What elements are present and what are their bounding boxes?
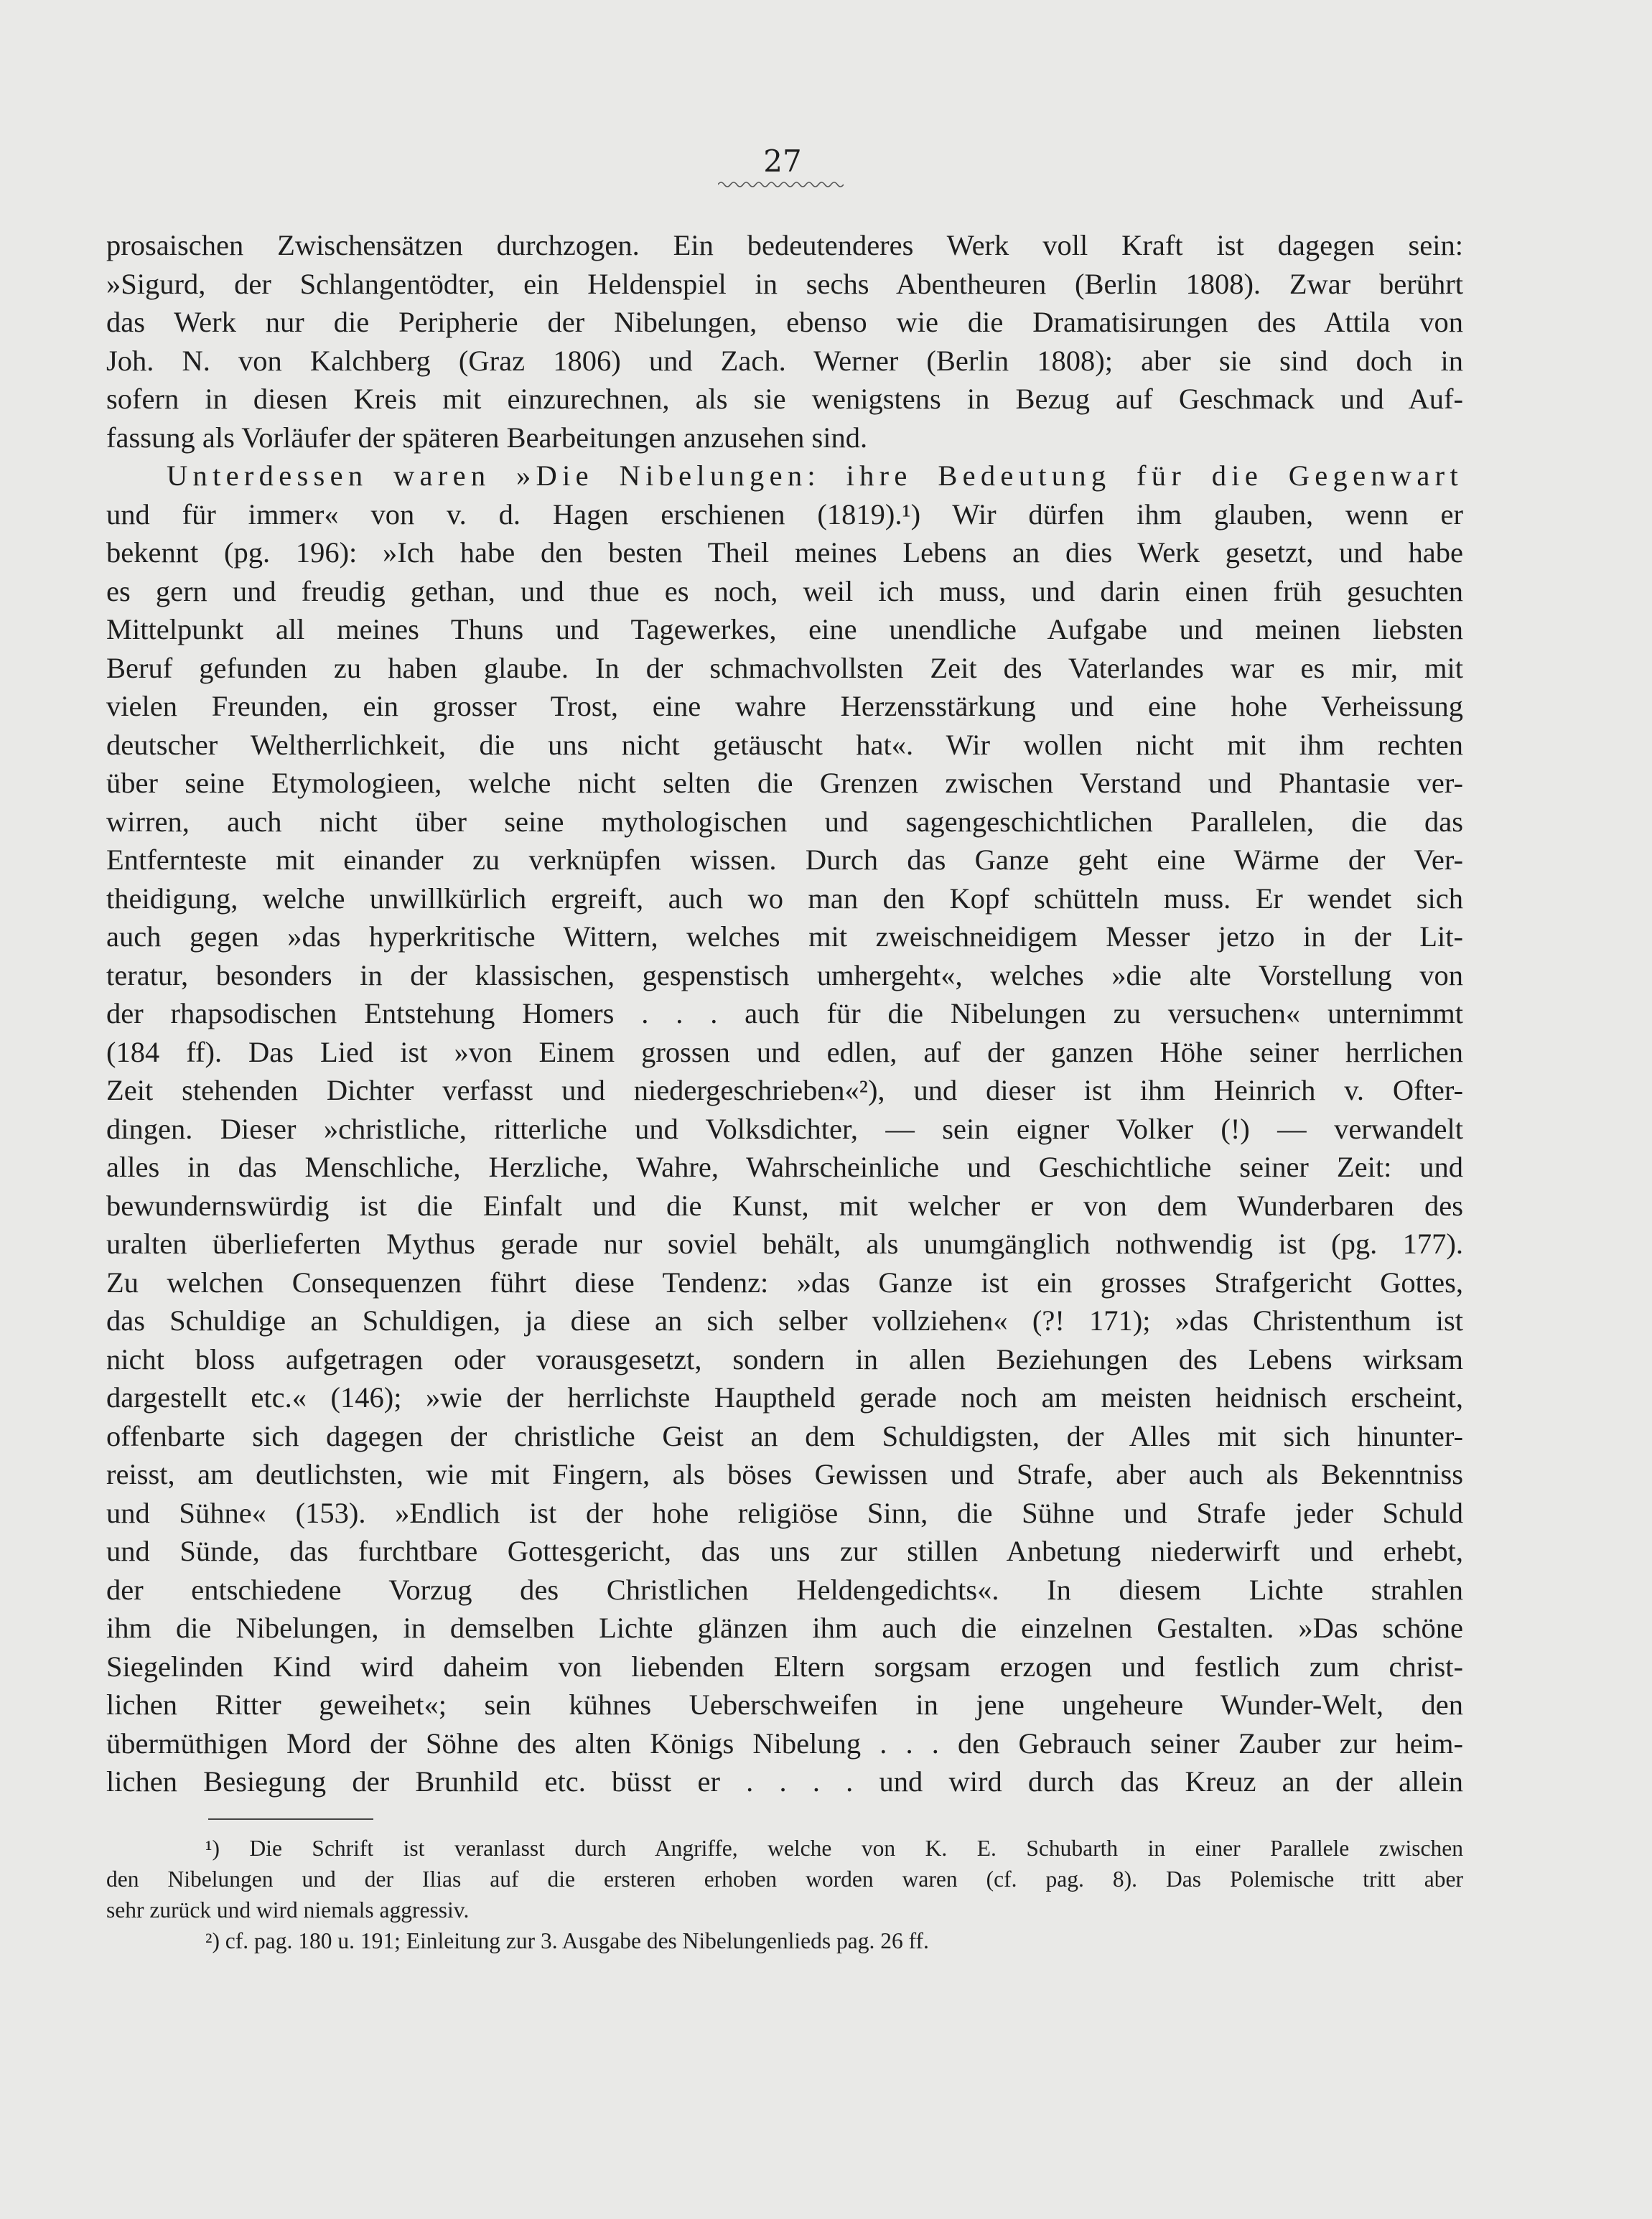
text-line: Zu welchen Consequenzen führt diese Tendenz: »das Ganze ist ein grosses Strafgericht Gottes, (106, 1266, 1463, 1299)
text-line: lichen Ritter geweihet«; sein kühnes Ueberschweifen in jene ungeheure Wunder-Welt, den (106, 1688, 1463, 1721)
footnote-line: den Nibelungen und der Ilias auf die ersteren erhoben worden waren (cf. pag. 8). Das Polemische tritt aber (106, 1867, 1463, 1892)
text-line: Unterdessen waren »Die Nibelungen: ihre Bedeutung für die Gegenwart (167, 459, 1463, 492)
text-line: sofern in diesen Kreis mit einzurechnen, als sie wenigstens in Bezug auf Geschmack und Auf- (106, 383, 1463, 415)
text-line: (184 ff). Das Lied ist »von Einem grossen und edlen, auf der ganzen Höhe seiner herrlichen (106, 1035, 1463, 1068)
page-number-ornament (718, 179, 844, 190)
text-line: alles in das Menschliche, Herzliche, Wahre, Wahrscheinliche und Geschichtliche seiner Zeit: und (106, 1151, 1463, 1183)
page-number: 27 (763, 144, 802, 179)
main-text (106, 226, 1463, 1801)
text-line: dargestellt etc.« (146); »wie der herrlichste Hauptheld gerade noch am meisten heidnisch erscheint, (106, 1381, 1463, 1414)
text-line: Zeit stehenden Dichter verfasst und niedergeschrieben«²), und dieser ist ihm Heinrich v. Ofter- (106, 1074, 1463, 1106)
text-line: bewundernswürdig ist die Einfalt und die Kunst, mit welcher er von dem Wunderbaren des (106, 1189, 1463, 1222)
text-line: und Sühne« (153). »Endlich ist der hohe religiöse Sinn, die Sühne und Strafe jeder Schuld (106, 1496, 1463, 1529)
text-line: reisst, am deutlichsten, wie mit Fingern, als böses Gewissen und Strafe, aber auch als Bekenntniss (106, 1458, 1463, 1490)
text-line: »Sigurd, der Schlangentödter, ein Heldenspiel in sechs Abentheuren (Berlin 1808). Zwar berührt (106, 267, 1463, 300)
text-line: fassung als Vorläufer der späteren Bearbeitungen anzusehen sind. (106, 421, 868, 454)
text-line: der entschiedene Vorzug des Christlichen Heldengedichts«. In diesem Lichte strahlen (106, 1573, 1463, 1606)
text-line: übermüthigen Mord der Söhne des alten Königs Nibelung . . . den Gebrauch seiner Zauber zur heim- (106, 1727, 1463, 1760)
text-line: nicht bloss aufgetragen oder vorausgesetzt, sondern in allen Beziehungen des Lebens wirksam (106, 1342, 1463, 1375)
text-line: der rhapsodischen Entstehung Homers . . . auch für die Nibelungen zu versuchen« unternimmt (106, 997, 1463, 1029)
text-line: bekennt (pg. 196): »Ich habe den besten Theil meines Lebens an dies Werk gesetzt, und habe (106, 536, 1463, 569)
text-line: über seine Etymologieen, welche nicht selten die Grenzen zwischen Verstand und Phantasie ver- (106, 767, 1463, 799)
text-line: Mittelpunkt all meines Thuns und Tagewerkes, eine unendliche Aufgabe und meinen liebsten (106, 613, 1463, 645)
text-line: lichen Besiegung der Brunhild etc. büsst er . . . . und wird durch das Kreuz an der allein (106, 1765, 1463, 1798)
text-line: das Werk nur die Peripherie der Nibelungen, ebenso wie die Dramatisirungen des Attila von (106, 306, 1463, 338)
text-line: auch gegen »das hyperkritische Wittern, welches mit zweischneidigem Messer jetzo in der Lit- (106, 920, 1463, 953)
text-line: prosaischen Zwischensätzen durchzogen. Ein bedeutenderes Werk voll Kraft ist dagegen sein: (106, 229, 1463, 261)
text-line: Joh. N. von Kalchberg (Graz 1806) und Zach. Werner (Berlin 1808); aber sie sind doch in (106, 344, 1463, 377)
text-line: und für immer« von v. d. Hagen erschienen (1819).¹) Wir dürfen ihm glauben, wenn er (106, 497, 1463, 531)
text-line: vielen Freunden, ein grosser Trost, eine wahre Herzensstärkung und eine hohe Verheissung (106, 690, 1463, 722)
text-line: Beruf gefunden zu haben glaube. In der schmachvollsten Zeit des Vaterlandes war es mir, mit (106, 651, 1463, 684)
text-line: theidigung, welche unwillkürlich ergreift, auch wo man den Kopf schütteln muss. Er wendet sich (106, 882, 1463, 915)
text-line: Entfernteste mit einander zu verknüpfen wissen. Durch das Ganze geht eine Wärme der Ver- (106, 844, 1463, 876)
footnotes (106, 1833, 1463, 1956)
text-line: teratur, besonders in der klassischen, gespenstisch umhergeht«, welches »die alte Vorstellung von (106, 958, 1463, 991)
footnote-separator (208, 1818, 373, 1820)
text-line: ihm die Nibelungen, in demselben Lichte glänzen ihm auch die einzelnen Gestalten. »Das schöne (106, 1612, 1463, 1644)
text-line: deutscher Weltherrlichkeit, die uns nicht getäuscht hat«. Wir wollen nicht mit ihm rechten (106, 728, 1463, 761)
text-line: offenbarte sich dagegen der christliche Geist an dem Schuldigsten, der Alles mit sich hinunter- (106, 1419, 1463, 1452)
footnote-line: ²) cf. pag. 180 u. 191; Einleitung zur 3. Ausgabe des Nibelungenlieds pag. 26 ff. (205, 1928, 929, 1953)
text-line: uralten überlieferten Mythus gerade nur soviel behält, als unumgänglich nothwendig ist (pg. 177). (106, 1228, 1463, 1260)
text-line: dingen. Dieser »christliche, ritterliche und Volksdichter, — sein eigner Volker (!) — verwandelt (106, 1112, 1463, 1145)
text-line: wirren, auch nicht über seine mythologischen und sagengeschichtlichen Parallelen, die das (106, 805, 1463, 838)
footnote-line: ¹) Die Schrift ist veranlasst durch Angriffe, welche von K. E. Schubarth in einer Parallele zwischen (205, 1836, 1463, 1861)
text-line: das Schuldige an Schuldigen, ja diese an sich selber vollziehen« (?! 171); »das Christenthum ist (106, 1304, 1463, 1337)
text-line: Siegelinden Kind wird daheim von liebenden Eltern sorgsam erzogen und festlich zum christ- (106, 1650, 1463, 1683)
text-line: es gern und freudig gethan, und thue es noch, weil ich muss, und darin einen früh gesuchten (106, 574, 1463, 607)
text-line: und Sünde, das furchtbare Gottesgericht, das uns zur stillen Anbetung niederwirft und erhebt, (106, 1535, 1463, 1567)
footnote-line: sehr zurück und wird niemals aggressiv. (106, 1897, 470, 1923)
